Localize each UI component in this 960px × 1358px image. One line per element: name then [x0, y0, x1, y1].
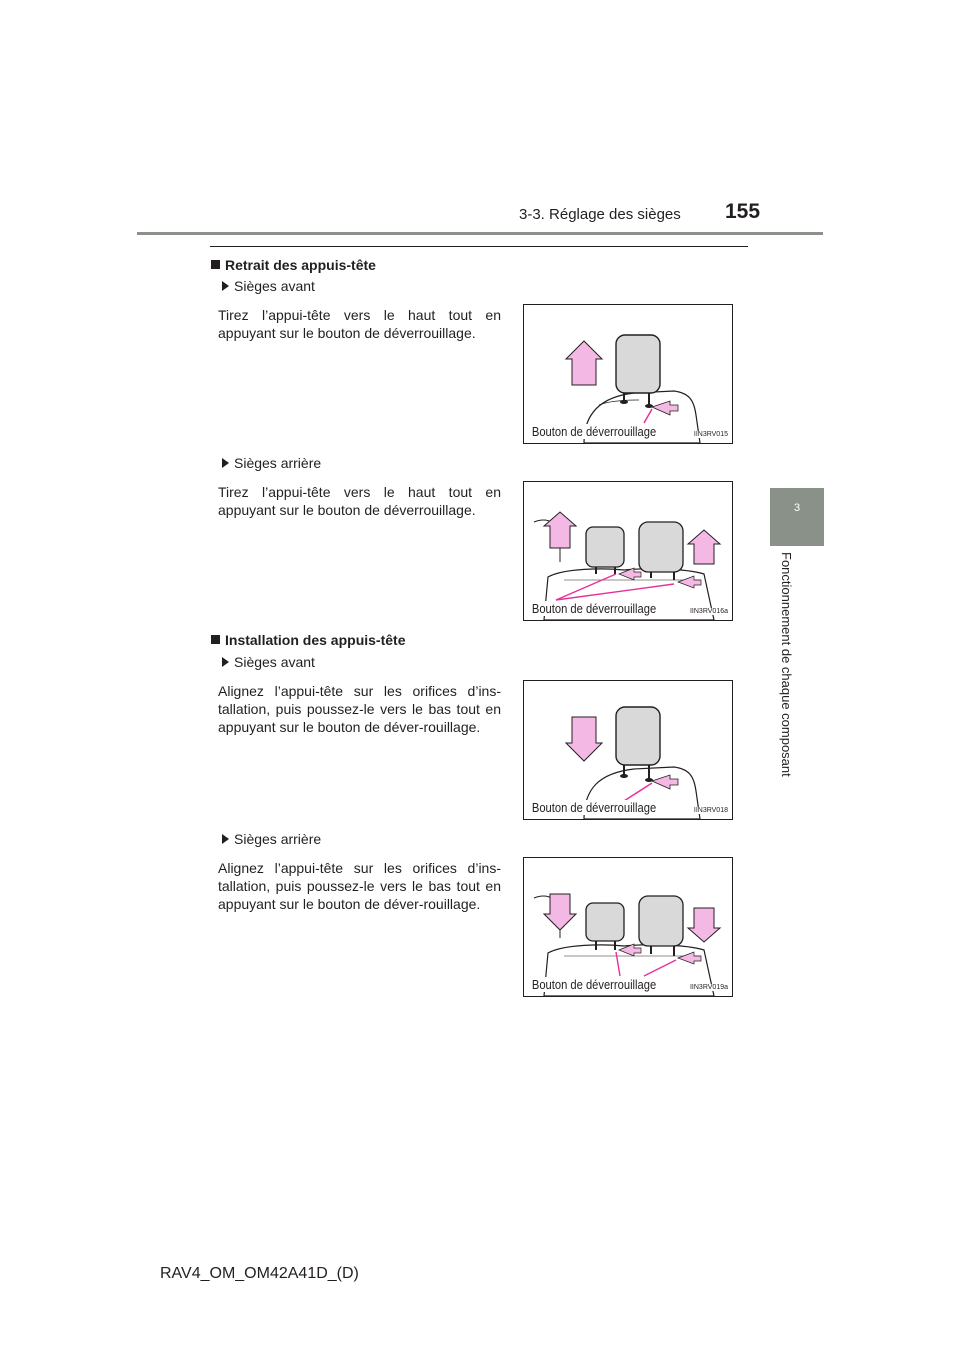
triangle-bullet-icon	[222, 281, 229, 291]
figure-code: IIN3RV019a	[689, 984, 728, 991]
figure-caption: Bouton de déverrouillage	[531, 800, 657, 815]
figure-removal-front	[523, 304, 733, 444]
section-heading-text: Installation des appuis-tête	[225, 632, 406, 648]
section-heading-text: Retrait des appuis-tête	[225, 257, 376, 273]
triangle-bullet-icon	[222, 657, 229, 667]
subheading-text: Sièges arrière	[234, 831, 322, 847]
instruction-install-rear: Alignez l’appui-tête sur les orifices d’ins-tallation, puis poussez-le vers le bas tout en appuyant sur le bouton de déver-rouillage.	[218, 860, 501, 912]
chapter-number: 3	[793, 502, 801, 514]
subheading-install-front	[222, 654, 315, 670]
subheading-text: Sièges avant	[234, 654, 315, 670]
subheading-install-rear	[222, 831, 321, 847]
triangle-bullet-icon	[222, 834, 229, 844]
header-rule	[137, 232, 823, 235]
figure-code: IIN3RV018	[693, 807, 728, 814]
figure-code: IIN3RV015	[693, 431, 728, 438]
headrests-rear-down-illustration	[524, 858, 732, 996]
section-heading-removal	[211, 257, 376, 273]
triangle-bullet-icon	[222, 458, 229, 468]
headrest-front-up-illustration	[524, 305, 732, 443]
page-number: 155	[725, 200, 761, 223]
document-id-footer: RAV4_OM_OM42A41D_(D)	[160, 1265, 359, 1282]
figure-removal-rear	[523, 481, 733, 621]
square-bullet-icon	[211, 260, 220, 269]
chapter-title: 3-3. Réglage des sièges	[519, 206, 681, 223]
instruction-install-front: Alignez l’appui-tête sur les orifices d’ins-tallation, puis poussez-le vers le bas tout en appuyant sur le bouton de déver-rouillage.	[218, 683, 501, 735]
instruction-removal-rear: Tirez l’appui-tête vers le haut tout en appuyant sur le bouton de déverrouillage.	[218, 484, 501, 518]
instruction-removal-front: Tirez l’appui-tête vers le haut tout en appuyant sur le bouton de déverrouillage.	[218, 307, 501, 341]
figure-caption: Bouton de déverrouillage	[531, 977, 657, 992]
section-heading-installation	[211, 632, 405, 648]
chapter-side-label	[772, 552, 796, 807]
subheading-text: Sièges arrière	[234, 455, 322, 471]
subheading-removal-rear	[222, 455, 321, 471]
chapter-tab[interactable]	[770, 488, 824, 546]
headrests-rear-up-illustration	[524, 482, 732, 620]
figure-install-rear	[523, 857, 733, 997]
figure-install-front	[523, 680, 733, 820]
figure-caption: Bouton de déverrouillage	[531, 424, 657, 439]
square-bullet-icon	[211, 635, 220, 644]
figure-caption: Bouton de déverrouillage	[531, 601, 657, 616]
section-rule	[210, 246, 748, 247]
subheading-removal-front	[222, 278, 315, 294]
figure-code: IIN3RV016a	[689, 608, 728, 615]
headrest-front-down-illustration	[524, 681, 732, 819]
chapter-side-label-text: Fonctionnement de chaque composant	[779, 552, 794, 777]
subheading-text: Sièges avant	[234, 278, 315, 294]
